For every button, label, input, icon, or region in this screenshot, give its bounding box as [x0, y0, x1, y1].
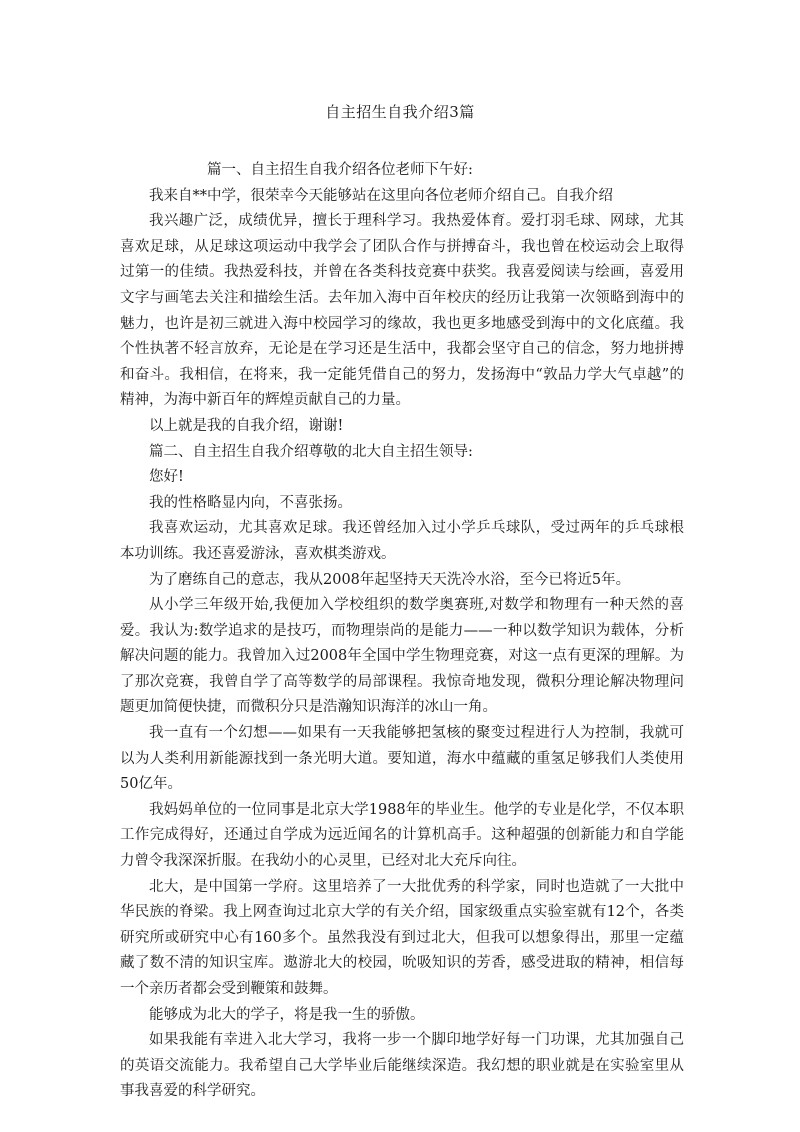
paragraph: 北大，是中国第一学府。这里培养了一大批优秀的科学家，同时也造就了一大批中华民族的脊梁。我上网查询过北京大学的有关介绍，国家级重点实验室就有12个，各类研究所或研究中心有160多个。虽然我没有到过北大，但我可以想象得出，那里一定蕴藏了数不清的知识宝库。遨游北大的校园，吮吸知识的芳香，感受进取的精神，相信每一个亲历者都会受到鞭策和鼓舞。 — [120, 878, 684, 997]
paragraph: 我喜欢运动，尤其喜欢足球。我还曾经加入过小学乒乓球队，受过两年的乒乓球根本功训练。我还喜爱游泳，喜欢棋类游戏。 — [120, 520, 684, 562]
paragraph: 以上就是我的自我介绍，谢谢! — [149, 417, 344, 434]
section-heading-2: 篇二、自主招生自我介绍尊敬的北大自主招生领导: — [149, 443, 473, 460]
paragraph: 您好! — [149, 469, 184, 486]
document-title: 自主招生自我介绍3篇 — [325, 103, 475, 121]
paragraph: 我妈妈单位的一位同事是北京大学1988年的毕业生。他学的专业是化学，不仅本职工作完成得好，还通过自学成为远近闻名的计算机高手。这种超强的创新能力和自学能力曾令我深深折服。在我幼小的心灵里，已经对北大充斥向往。 — [120, 801, 684, 870]
paragraph: 能够成为北大的学子，将是我一生的骄傲。 — [149, 1006, 425, 1023]
paragraph: 我来自**中学，很荣幸今天能够站在这里向各位老师介绍自己。自我介绍 — [149, 187, 613, 204]
paragraph: 我一直有一个幻想——如果有一天我能够把氢核的聚变过程进行人为控制，我就可以为人类利用新能源找到一条光明大道。要知道，海水中蕴藏的重氢足够我们人类使用50亿年。 — [120, 725, 684, 793]
paragraph: 我的性格略显内向，不喜张扬。 — [149, 494, 352, 511]
section-heading-1: 篇一、自主招生自我介绍各位老师下午好: — [207, 162, 473, 178]
paragraph: 我兴趣广泛，成绩优异，擅长于理科学习。我热爱体育。爱打羽毛球、网球，尤其喜欢足球，从足球这项运动中我学会了团队合作与拼搏奋斗，我也曾在校运动会上取得过第一的佳绩。我热爱科技，并曾在各类科技竞赛中获奖。我喜爱阅读与绘画，喜爱用文字与画笔去关注和描绘生活。去年加入海中百年校庆的经历让我第一次领略到海中的魅力，也许是初三就进入海中校园学习的缘故，我也更多地感受到海中的文化底蕴。我个性执著不轻言放弃，无论是在学习还是生活中，我都会坚守自己的信念，努力地拼搏和奋斗。我相信，在将来，我一定能凭借自己的努力，发扬海中“敦品力学大气卓越”的精神，为海中新百年的辉煌贡献自己的力量。 — [120, 213, 684, 409]
paragraph: 如果我能有幸进入北大学习，我将一步一个脚印地学好每一门功课，尤其加强自己的英语交流能力。我希望自己大学毕业后能继续深造。我幻想的职业就是在实验室里从事我喜爱的科学研究。 — [120, 1032, 684, 1100]
document-body — [120, 158, 684, 1105]
paragraph: 从小学三年级开始,我便加入学校组织的数学奥赛班,对数学和物理有一种天然的喜爱。我认为:数学追求的是技巧，而物理崇尚的是能力——一种以数学知识为载体，分析解决问题的能力。我曾加入过2008年全国中学生物理竞赛，对这一点有更深的理解。为了那次竞赛，我曾自学了高等数学的局部课程。我惊奇地发现，微积分理论解决物理问题更加简便快捷，而微积分只是浩瀚知识海洋的冰山一角。 — [120, 597, 684, 716]
paragraph: 为了磨练自己的意志，我从2008年起坚持天天洗冷水浴，至今已将近5年。 — [149, 571, 631, 588]
